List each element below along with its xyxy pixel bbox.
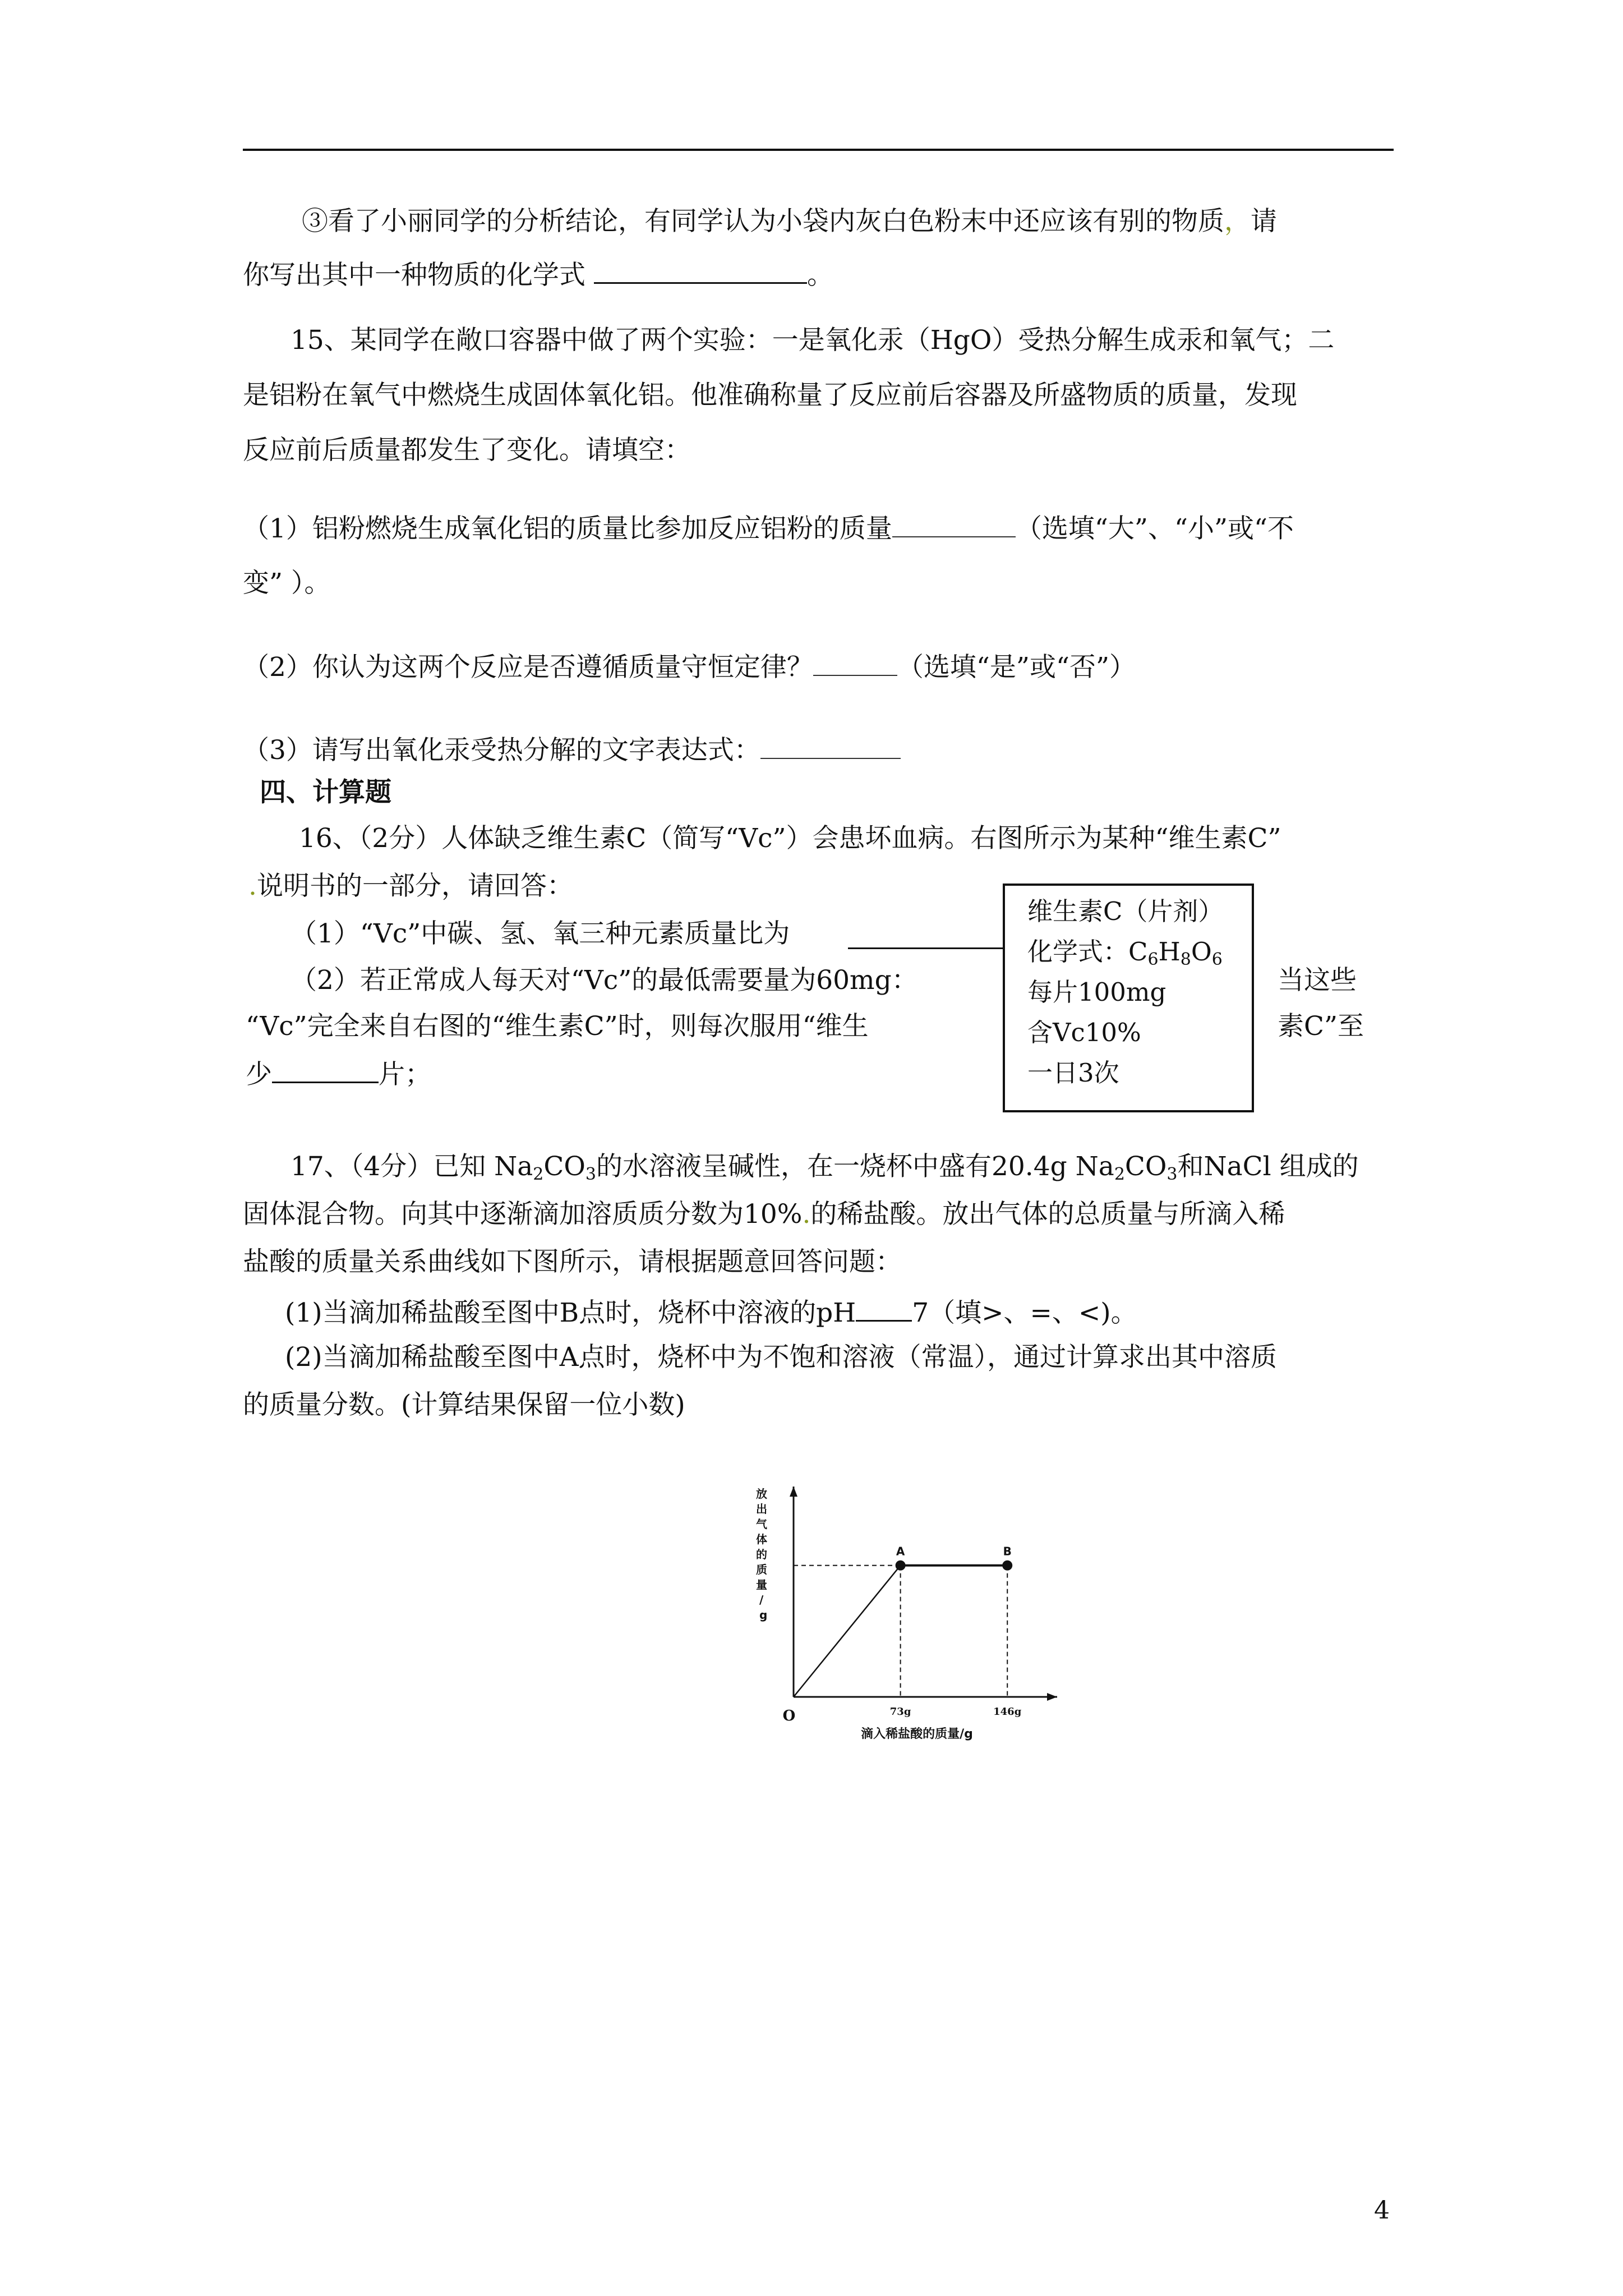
answer-blank[interactable] [594,255,807,284]
origin-label: O [782,1708,796,1724]
q17-line3: 盐酸的质量关系曲线如下图所示，请根据题意回答问题： [243,1246,902,1277]
q15-sub1-cont: 变” ）。 [243,568,331,599]
q17-sub2b: 的质量分数。(计算结果保留一位小数) [243,1389,685,1420]
q17-sub1: (1)当滴加稀盐酸至图中B点时，烧杯中溶液的pH 7（填>、=、<)。 [285,1293,1137,1330]
q16-sub1: （1）“Vc”中碳、氢、氧三种元素质量比为 [291,918,790,949]
q17-sub2a: (2)当滴加稀盐酸至图中A点时，烧杯中为不饱和溶液（常温），通过计算求出其中溶质 [285,1342,1278,1373]
gas-mass-chart [746,1470,1082,1750]
answer-blank[interactable] [848,947,1003,949]
q16-sub2-right: 当这些 [1278,965,1357,996]
q16-sub2a: （2）若正常成人每天对“Vc”的最低需要量为60mg： [291,965,918,996]
box-formula: 化学式：$C_6H_8O_6$ [1027,937,1223,969]
x-axis-arrow [1047,1693,1057,1701]
answer-blank[interactable] [760,731,901,759]
q15-sub2: （2）你认为这两个反应是否遵循质量守恒定律？ （选填“是”或“否”） [243,648,1136,684]
answer-blank[interactable] [856,1293,912,1322]
box-title: 维生素C（片剂） [1027,896,1224,926]
vitamin-c-label-box [1003,884,1254,1112]
q15-line3: 反应前后质量都发生了变化。请填空： [243,435,691,466]
q14-part3-line2: 你写出其中一种物质的化学式 。 [243,255,833,292]
q17-line1: 17、（4分）已知 $Na_2CO_3$的水溶液呈碱性，在一烧杯中盛有20.4g $Na_2CO_3$和NaCl 组成的 [291,1151,1359,1184]
x-axis-label: 滴入稀盐酸的质量/g [861,1727,973,1741]
header-rule [243,149,1394,151]
answer-blank[interactable] [272,1055,379,1083]
box-content: 含Vc10% [1027,1018,1141,1047]
page-number: 4 [1374,2196,1390,2225]
answer-blank[interactable] [892,509,1016,537]
section-heading: 四、计算题 [260,777,391,808]
q15-line1: 15、某同学在敞口容器中做了两个实验：一是氧化汞（HgO）受热分解生成汞和氧气；二 [291,325,1335,356]
q15-sub3: （3）请写出氧化汞受热分解的文字表达式： [243,731,901,767]
data-point-b [1002,1561,1012,1571]
q14-part3-line1: ③看了小丽同学的分析结论，有同学认为小袋内灰白色粉末中还应该有别的物质，请 [302,206,1277,237]
x-tick-label: 146g [993,1706,1022,1718]
answer-blank[interactable] [813,648,897,676]
point-label: B [1003,1544,1012,1558]
chart-svg [746,1470,1082,1750]
q15-sub1: （1）铝粉燃烧生成氧化铝的质量比参加反应铝粉的质量 （选填“大”、“小”或“不 [243,509,1294,546]
q16-line1: 16、（2分）人体缺乏维生素C（简写“Vc”）会患坏血病。右图所示为某种“维生素C” [299,823,1281,854]
point-label: A [896,1544,905,1558]
box-per-tablet: 每片100mg [1027,977,1166,1007]
q16-sub2c: 少 片； [246,1055,431,1092]
y-axis-arrow [790,1487,797,1497]
y-axis-label: 放出气体的质量/ g [756,1487,768,1622]
q17-line2: 固体混合物。向其中逐渐滴加溶质质分数为10%.的稀盐酸。放出气体的总质量与所滴入稀 [243,1199,1285,1230]
series-line-segment [794,1566,901,1697]
q15-line2: 是铝粉在氧气中燃烧生成固体氧化铝。他准确称量了反应前后容器及所盛物质的质量，发现 [243,380,1297,411]
x-tick-label: 73g [889,1706,911,1718]
q16-sub2-right2: 素C”至 [1278,1011,1364,1042]
q16-line2: .说明书的一部分，请回答： [248,871,573,901]
q16-sub2b: “Vc”完全来自右图的“维生素C”时，则每次服用“维生 [246,1011,869,1042]
box-dosage: 一日3次 [1027,1058,1119,1088]
